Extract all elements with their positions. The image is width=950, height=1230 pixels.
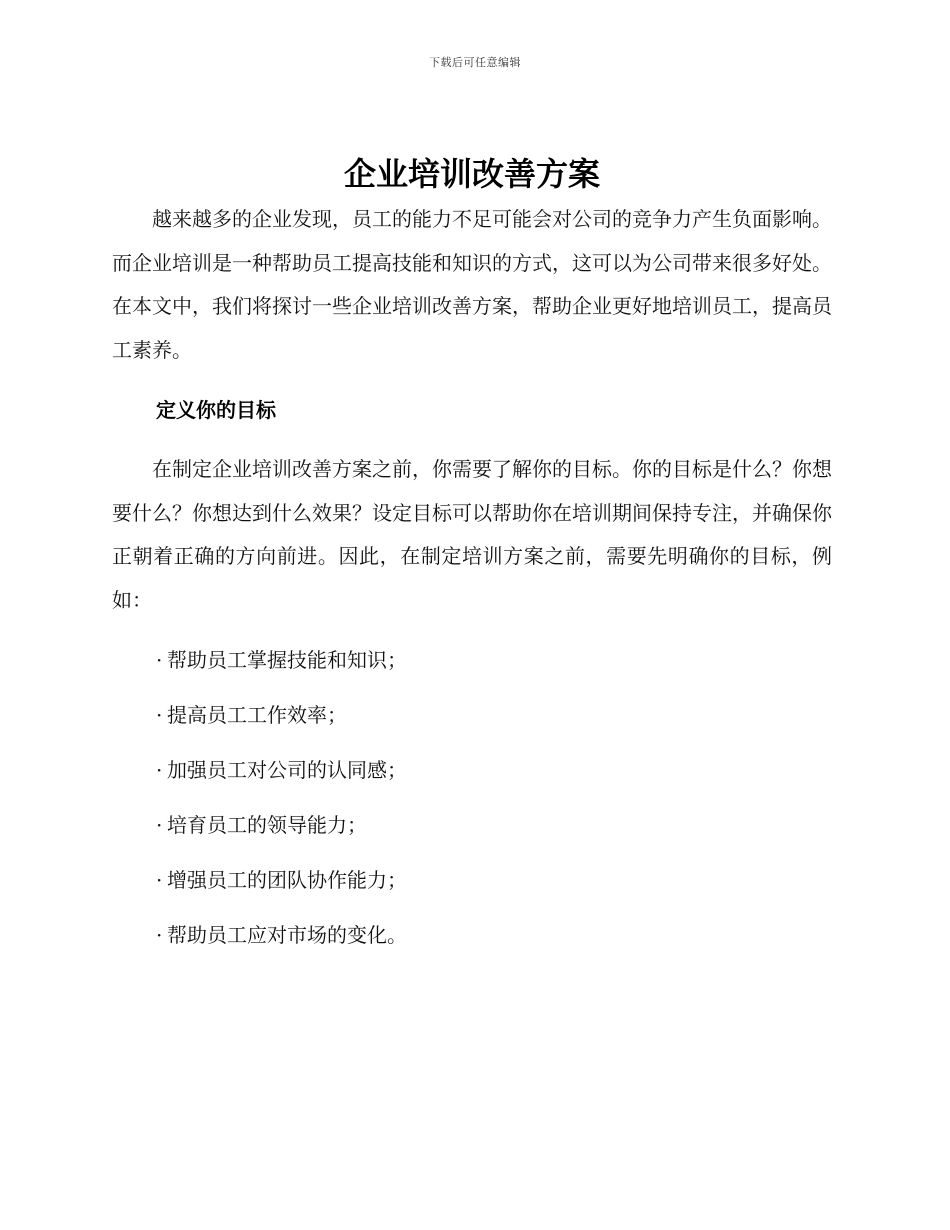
intro-paragraph: 越来越多的企业发现，员工的能力不足可能会对公司的竞争力产生负面影响。而企业培训是一种帮助员工提高技能和知识的方式，这可以为公司带来很多好处。在本文中，我们将探讨一些企业培训改善方案，帮助企业更好地培训员工，提高员工素养。 — [112, 207, 832, 362]
list-item — [156, 644, 832, 677]
list-item — [156, 809, 832, 842]
bullet-icon: · — [156, 758, 163, 782]
goal-list — [112, 644, 832, 952]
list-item — [156, 919, 832, 952]
list-item-text: 增强员工的团队协作能力； — [167, 868, 407, 892]
bullet-icon: · — [156, 703, 163, 727]
bullet-icon: · — [156, 923, 163, 947]
section-heading: 定义你的目标 — [156, 398, 276, 422]
document-title: 企业培训改善方案 — [343, 155, 600, 193]
bullet-icon: · — [156, 648, 163, 672]
list-item — [156, 864, 832, 897]
list-item-text: 加强员工对公司的认同感； — [167, 758, 407, 782]
bullet-icon: · — [156, 813, 163, 837]
list-item-text: 提高员工工作效率； — [167, 703, 347, 727]
header-note: 下载后可任意编辑 — [429, 56, 521, 69]
bullet-icon: · — [156, 868, 163, 892]
document-content — [112, 150, 832, 974]
list-item — [156, 754, 832, 787]
list-item-text: 帮助员工应对市场的变化。 — [167, 923, 407, 947]
list-item — [156, 699, 832, 732]
list-item-text: 帮助员工掌握技能和知识； — [167, 648, 407, 672]
list-item-text: 培育员工的领导能力； — [167, 813, 367, 837]
section-paragraph: 在制定企业培训改善方案之前，你需要了解你的目标。你的目标是什么？你想要什么？你想达到什么效果？设定目标可以帮助你在培训期间保持专注，并确保你正朝着正确的方向前进。因此，在制定培训方案之前，需要先明确你的目标，例如： — [112, 457, 832, 612]
